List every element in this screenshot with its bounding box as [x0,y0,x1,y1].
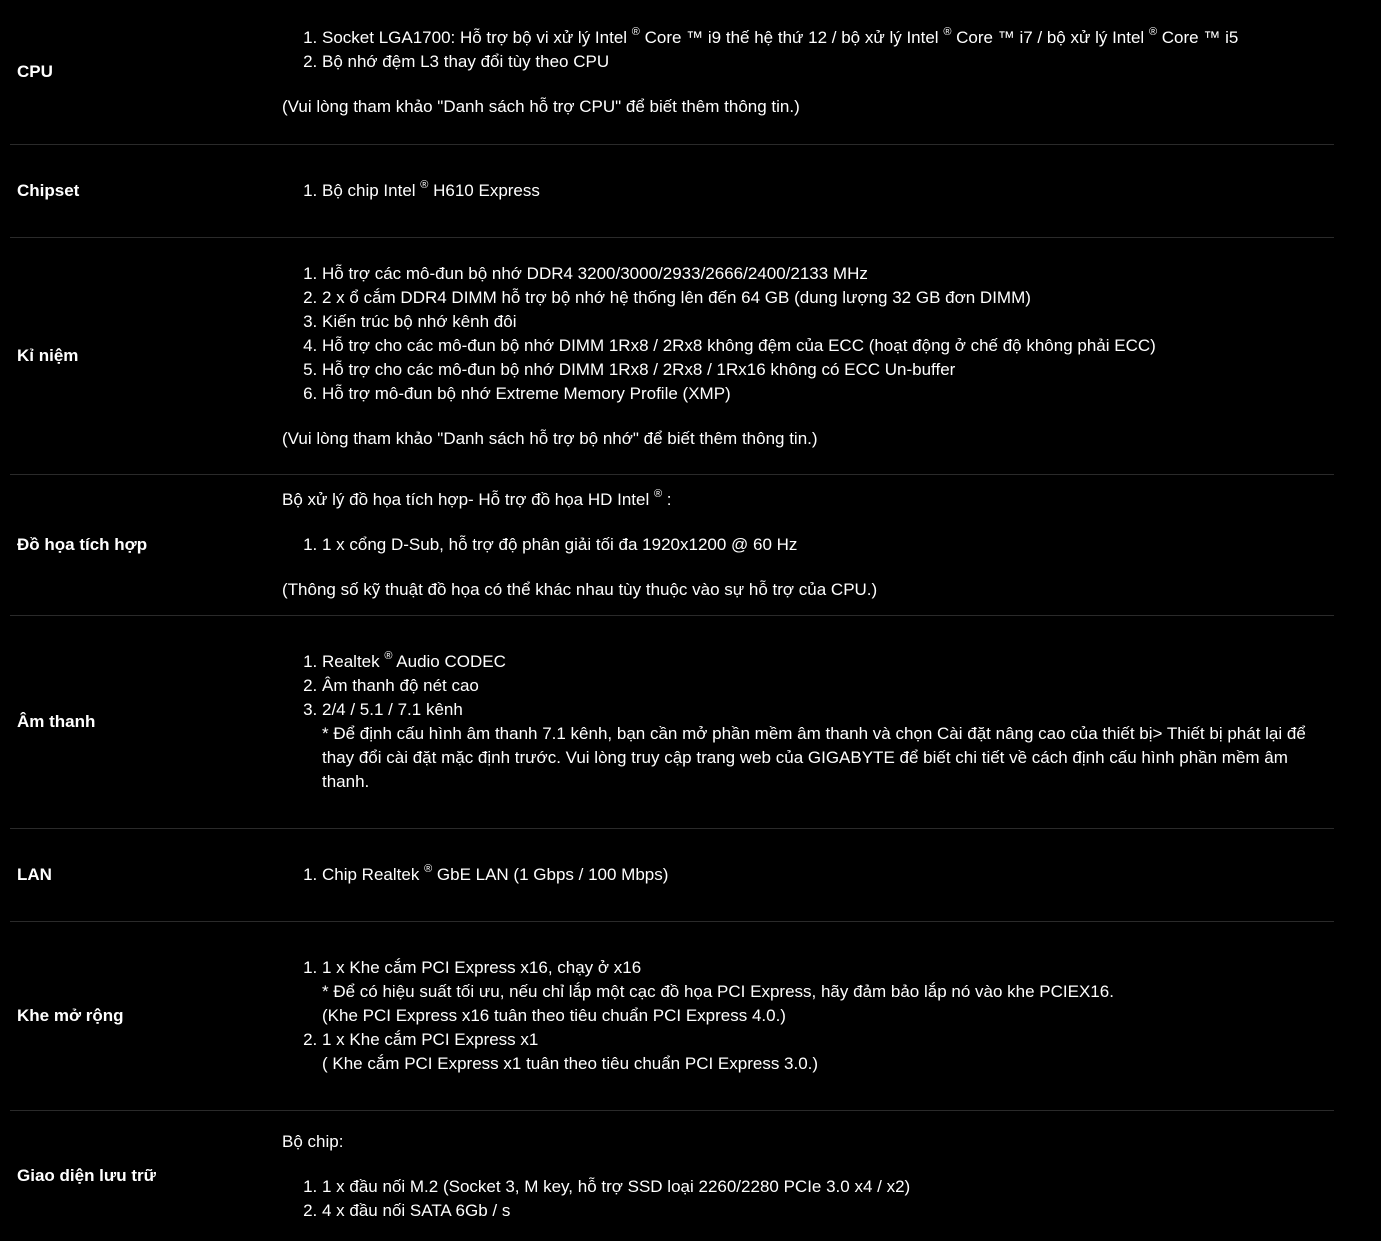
spec-label: CPU [17,62,53,81]
spec-label: LAN [17,865,52,884]
spec-list-item: 2. 1 x Khe cắm PCI Express x1 ( Khe cắm PCI Express x1 tuân theo tiêu chuẩn PCI Express 3.0.) [322,1028,1314,1076]
spec-list-item: 1. 1 x cổng D-Sub, hỗ trợ độ phân giải tối đa 1920x1200 @ 60 Hz [322,533,1314,557]
spec-list-item: 2. 2 x ổ cắm DDR4 DIMM hỗ trợ bộ nhớ hệ thống lên đến 64 GB (dung lượng 32 GB đơn DIMM) [322,286,1314,310]
spec-list-item: 2. 4 x đầu nối SATA 6Gb / s [322,1199,1314,1223]
spec-list-item: 2. Bộ nhớ đệm L3 thay đổi tùy theo CPU [322,50,1314,74]
spec-row [10,922,1334,1111]
spec-note: * Để có hiệu suất tối ưu, nếu chỉ lắp một cạc đồ họa PCI Express, hãy đảm bảo lắp nó vào khe PCIEX16. [322,982,1114,1001]
spec-list [282,863,1314,887]
spec-list [282,26,1314,74]
spec-list-item: 3. Kiến trúc bộ nhớ kênh đôi [322,310,1314,334]
spec-row [10,145,1334,238]
spec-content [282,1130,1334,1223]
spec-footer: (Vui lòng tham khảo "Danh sách hỗ trợ bộ nhớ" để biết thêm thông tin.) [282,428,818,448]
spec-list [282,650,1314,794]
spec-list-item: 1. Socket LGA1700: Hỗ trợ bộ vi xử lý Intel ® Core ™ i9 thế hệ thứ 12 / bộ xử lý Intel ® Core ™ i7 / bộ xử lý Intel ® Core ™ i5 [322,26,1314,50]
spec-list [282,262,1314,406]
spec-row [10,1111,1334,1241]
spec-row [10,475,1334,616]
spec-list-item: 1. 1 x Khe cắm PCI Express x16, chạy ở x16 * Để có hiệu suất tối ưu, nếu chỉ lắp một cạc đồ họa PCI Express, hãy đảm bảo lắp nó vào khe PCIEX16. (Khe PCI Express x16 tuân theo tiêu chuẩn PCI Express 4.0.) [322,956,1314,1028]
spec-content [282,863,1334,887]
spec-row [10,829,1334,922]
spec-label: Âm thanh [17,712,96,731]
spec-content [282,650,1334,794]
spec-content [282,179,1334,203]
spec-list [282,533,1314,557]
spec-note: ( Khe cắm PCI Express x1 tuân theo tiêu chuẩn PCI Express 3.0.) [322,1054,819,1073]
spec-list-item: 1. Hỗ trợ các mô-đun bộ nhớ DDR4 3200/3000/2933/2666/2400/2133 MHz [322,262,1314,286]
spec-list-item: 6. Hỗ trợ mô-đun bộ nhớ Extreme Memory Profile (XMP) [322,382,1314,406]
spec-list-item: 2. Âm thanh độ nét cao [322,674,1314,698]
spec-header: Bộ chip: [282,1131,344,1151]
spec-list-item: 5. Hỗ trợ cho các mô-đun bộ nhớ DIMM 1Rx8 / 2Rx8 / 1Rx16 không có ECC Un-buffer [322,358,1314,382]
spec-label: Giao diện lưu trữ [17,1166,156,1185]
spec-label: Chipset [17,181,80,200]
spec-row [10,0,1334,145]
spec-list [282,1175,1314,1223]
spec-note: * Để định cấu hình âm thanh 7.1 kênh, bạn cần mở phần mềm âm thanh và chọn Cài đặt nâng cao của thiết bị> Thiết bị phát lại để thay đổi cài đặt mặc định trước. Vui lòng truy cập trang web của GIGABYTE để biết chi tiết về cách định cấu hình phần mềm âm thanh. [322,724,1306,791]
spec-header: Bộ xử lý đồ họa tích hợp- Hỗ trợ đồ họa HD Intel ® : [282,488,672,509]
spec-label: Kỉ niệm [17,346,79,365]
spec-list-item: 1. Bộ chip Intel ® H610 Express [322,179,1314,203]
spec-list-item: 1. 1 x đầu nối M.2 (Socket 3, M key, hỗ trợ SSD loại 2260/2280 PCIe 3.0 x4 / x2) [322,1175,1314,1199]
spec-content [282,262,1334,451]
spec-content [282,956,1334,1076]
spec-list-item: 1. Chip Realtek ® GbE LAN (1 Gbps / 100 Mbps) [322,863,1314,887]
spec-label: Khe mở rộng [17,1006,124,1025]
spec-footer: (Vui lòng tham khảo "Danh sách hỗ trợ CPU" để biết thêm thông tin.) [282,96,800,116]
spec-footer: (Thông số kỹ thuật đồ họa có thể khác nhau tùy thuộc vào sự hỗ trợ của CPU.) [282,580,878,599]
spec-list [282,956,1314,1076]
spec-list [282,179,1314,203]
spec-table [10,0,1334,1241]
spec-row [10,616,1334,829]
spec-list-item: 3. 2/4 / 5.1 / 7.1 kênh * Để định cấu hình âm thanh 7.1 kênh, bạn cần mở phần mềm âm thanh và chọn Cài đặt nâng cao của thiết bị> Thiết bị phát lại để thay đổi cài đặt mặc định trước. Vui lòng truy cập trang web của GIGABYTE để biết chi tiết về cách định cấu hình phần mềm âm thanh. [322,698,1314,794]
spec-content [282,488,1334,602]
spec-label: Đồ họa tích hợp [17,535,148,554]
spec-list-item: 4. Hỗ trợ cho các mô-đun bộ nhớ DIMM 1Rx8 / 2Rx8 không đệm của ECC (hoạt động ở chế độ không phải ECC) [322,334,1314,358]
spec-list-item: 1. Realtek ® Audio CODEC [322,650,1314,674]
spec-note: (Khe PCI Express x16 tuân theo tiêu chuẩn PCI Express 4.0.) [322,1006,786,1025]
spec-content [282,26,1334,119]
spec-row [10,238,1334,475]
